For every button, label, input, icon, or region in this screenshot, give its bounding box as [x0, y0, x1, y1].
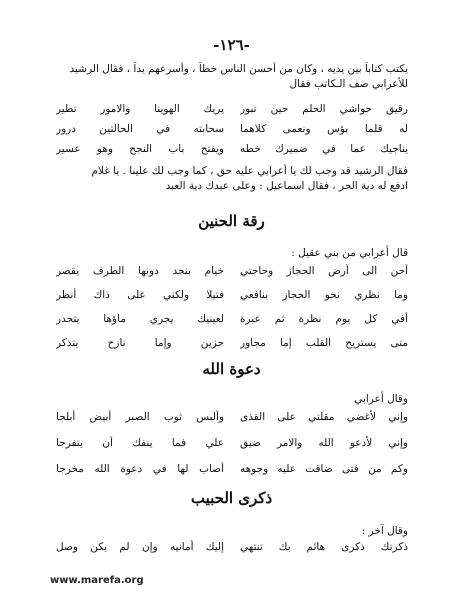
- verse-second-hemistich: علي فما ينفك أن يتفرجا: [56, 437, 224, 449]
- verse: [56, 462, 408, 477]
- verse-first-hemistich: رقيق حواشي الحلم حين تبور: [240, 103, 408, 115]
- verse-first-hemistich: يناجيك عما في ضميرك خطه: [240, 143, 408, 155]
- poem-1-verse: [56, 102, 408, 117]
- verse-second-hemistich: أصاب لها في دعوة الله مخرجا: [56, 463, 224, 475]
- verse: [56, 410, 408, 425]
- paragraph-line: للأعرابي صف الـكاتب فقال: [289, 78, 408, 90]
- after-poem-paragraph: [56, 164, 408, 194]
- verse-second-hemistich: إليك أمانيه وإن لم يكن وصل: [56, 541, 224, 553]
- paragraph-line: يكتب كتاباً بين يديه ، وكان من أحسن الناس خطاً ، وأسرعهم يداً ، فقال الرشيد: [69, 63, 408, 75]
- paragraph-line: فقال الرشيد قد وجب لك يا أعرابي عليه حق ، كما وجب لك علينا . يا غلام: [91, 165, 408, 177]
- section-title: رقة الحنين: [198, 212, 265, 230]
- poem-1-verse: [56, 142, 408, 157]
- verse-second-hemistich: لعينيك يجري ماؤها يتحدر: [56, 313, 224, 325]
- section-intro: وقال آخر :: [361, 525, 408, 537]
- verse: [56, 336, 408, 351]
- verse-second-hemistich: سحابته في الحالتين درور: [56, 123, 224, 135]
- verse-second-hemistich: وألبس ثوب الصبر أبيض أبلجا: [56, 411, 224, 423]
- section-intro: قال أعرابي من بني عقيل :: [291, 247, 408, 259]
- verse-first-hemistich: وكم من فتى ضاقت عليه وجوهه: [240, 463, 408, 475]
- verse-first-hemistich: أحن الى أرض الحجاز وحاجتي: [240, 265, 408, 277]
- page-number: -١٢٦-: [213, 36, 250, 54]
- verse-second-hemistich: خيام بنجد دونها الطرف يقصر: [56, 265, 224, 277]
- verse-first-hemistich: وإني لأدعو الله والامر ضيق: [240, 437, 408, 449]
- verse-first-hemistich: وإني لأغضي مقلتي على القذى: [240, 411, 408, 423]
- verse-first-hemistich: متى يستريح القلب إما مجاور: [240, 337, 408, 349]
- verse-second-hemistich: يريك الهوينا والامور تطير: [56, 103, 224, 115]
- footer-website: www.marefa.org: [50, 575, 144, 586]
- section-title: دعوة الله: [202, 360, 261, 378]
- verse: [56, 436, 408, 451]
- paragraph-line: ادفع له دية الحر ، فقال اسماعيل : وعلى عبدك دية العبد: [165, 180, 408, 192]
- verse-second-hemistich: حزين وإما نازح يتذكر: [56, 337, 224, 349]
- verse: [56, 264, 408, 279]
- verse-second-hemistich: ويفتح باب النجح وهو عسير: [56, 143, 224, 155]
- verse-second-hemistich: فتيلا ولكني على ذاك أنظر: [56, 289, 224, 301]
- section-title: ذكرى الحبيب: [190, 489, 273, 507]
- verse-first-hemistich: ذكرتك ذكرى هائم بك تنتهي: [240, 541, 408, 553]
- verse-first-hemistich: وما نظري نحو الحجاز بنافعي: [240, 289, 408, 301]
- top-paragraph: [56, 62, 408, 92]
- verse: [56, 312, 408, 327]
- verse-first-hemistich: أفي كل يوم نظرة ثم عبرة: [240, 313, 408, 325]
- verse: [56, 288, 408, 303]
- poem-1-verse: [56, 122, 408, 137]
- section-intro: وقال أعرابي: [354, 393, 408, 405]
- verse: [56, 540, 408, 555]
- verse-first-hemistich: له قلما بؤس ونعمى كلاهما: [240, 123, 408, 135]
